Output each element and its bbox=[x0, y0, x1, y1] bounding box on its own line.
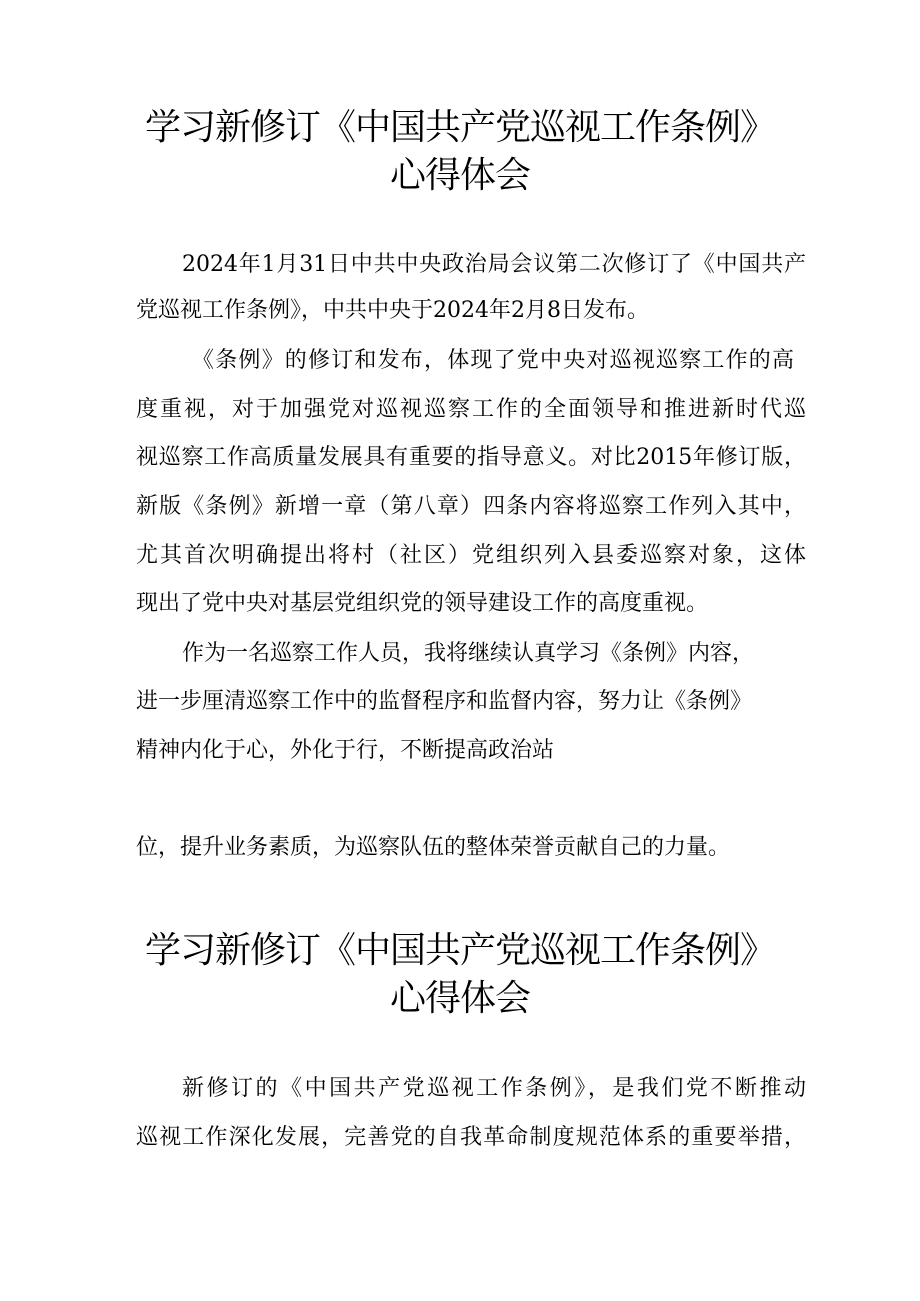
section1-paragraph2-line: 新版《条例》新增一章（第八章）四条内容将巡察工作列入其中， bbox=[136, 494, 806, 519]
section1-paragraph2-line: 现出了党中央对基层党组织党的领导建设工作的高度重视。 bbox=[136, 591, 709, 616]
section1-title-line1: 学习新修订《中国共产党巡视工作条例》 bbox=[144, 107, 775, 148]
section1-paragraph2-line: 视巡察工作高质量发展具有重要的指导意义。对比2015年修订版， bbox=[136, 445, 806, 470]
section1-paragraph1-line: 2024年1月31日中共中央政治局会议第二次修订了《中国共产 bbox=[182, 252, 806, 277]
section1-paragraph3-line: 位，提升业务素质，为巡察队伍的整体荣誉贡献自己的力量。 bbox=[136, 835, 731, 860]
section1-paragraph1-line: 党巡视工作条例》，中共中央于2024年2月8日发布。 bbox=[136, 298, 649, 323]
section2-paragraph1-line: 新修订的《中国共产党巡视工作条例》，是我们党不断推动 bbox=[182, 1076, 806, 1101]
section2-title-line1: 学习新修订《中国共产党巡视工作条例》 bbox=[144, 930, 775, 971]
section1-paragraph2-line: 度重视，对于加强党对巡视巡察工作的全面领导和推进新时代巡 bbox=[136, 397, 806, 422]
section1-title-line2: 心得体会 bbox=[389, 155, 530, 196]
section2-paragraph1-line: 巡视工作深化发展，完善党的自我革命制度规范体系的重要举措， bbox=[136, 1125, 806, 1150]
section1-paragraph2-line: 《条例》的修订和发布，体现了党中央对巡视巡察工作的高 bbox=[192, 348, 794, 373]
section1-paragraph3-line: 精神内化于心，外化于行，不断提高政治站 bbox=[136, 738, 555, 763]
section2-title-line2: 心得体会 bbox=[389, 978, 530, 1019]
section1-paragraph3-line: 作为一名巡察工作人员，我将继续认真学习《条例》内容， bbox=[182, 641, 755, 666]
section1-paragraph3-line: 进一步厘清巡察工作中的监督程序和监督内容，努力让《条例》 bbox=[136, 689, 753, 714]
section1-paragraph2-line: 尤其首次明确提出将村（社区）党组织列入县委巡察对象，这体 bbox=[136, 543, 806, 568]
